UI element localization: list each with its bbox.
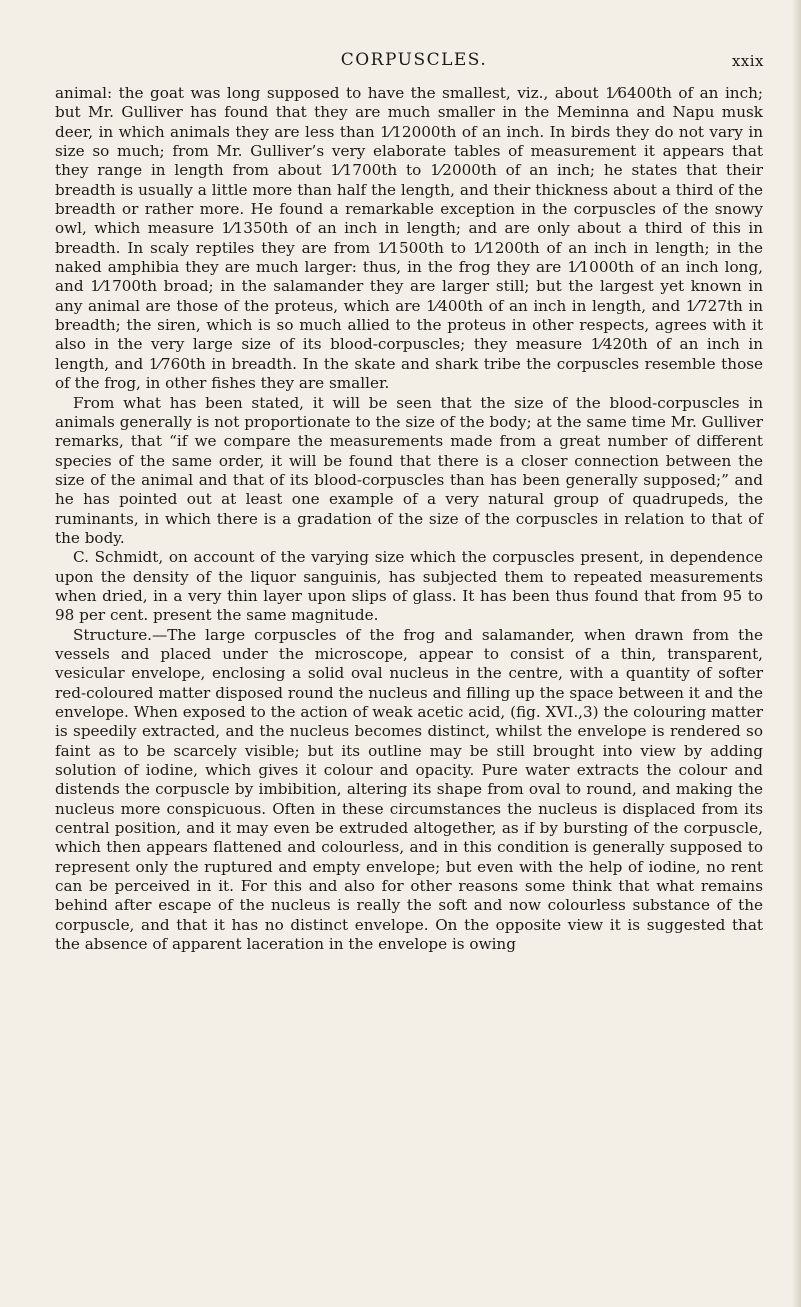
paragraph-proportion: From what has been stated, it will be seen that the size of the blood-corpuscles in animals generally is not proportionate to the size of the body; at the same time Mr. Gulliver remarks, that “if we compare the measurements made from a great number of different species of the same order, it will be found that there is a closer connection between the size of the animal and that of its blood-corpuscles than has been generally supposed;” and he has pointed out at least one example of a very natural group of quadrupeds, the ruminants, in which there is a gradation of the size of the corpuscles in relation to that of the body.: [55, 393, 763, 547]
running-header: [64, 50, 764, 72]
paragraph-measurements: animal: the goat was long supposed to have the smallest, viz., about 1⁄6400th of an inch; but Mr. Gulliver has found that they are much smaller in the Meminna and Napu musk deer, in which animals they are less than 1⁄12000th of an inch. In birds they do not vary in size so much; from Mr. Gulliver’s very elaborate tables of measurement it appears that they range in length from about 1⁄1700th to 1⁄2000th of an inch; he states that their breadth is usually a little more than half the length, and their thickness about a third of the breadth or rather more. He found a remarkable exception in the corpuscles of the snowy owl, which measure 1⁄1350th of an inch in length; and are only about a third of this in breadth. In scaly reptiles they are from 1⁄1500th to 1⁄1200th of an inch in length; in the naked amphibia they are much larger: thus, in the frog they are 1⁄1000th of an inch long, and 1⁄1700th broad; in the salamander they are larger still; but the largest yet known in any animal are those of the proteus, which are 1⁄400th of an inch in length, and 1⁄727th in breadth; the siren, which is so much allied to the proteus in other respects, agrees with it also in the very large size of its blood-corpuscles; they measure 1⁄420th of an inch in length, and 1⁄760th in breadth. In the skate and shark tribe the corpuscles resemble those of the frog, in other fishes they are smaller.: [55, 84, 763, 393]
page-title: CORPUSCLES.: [340, 50, 488, 70]
page-edge-shadow: [792, 0, 801, 1307]
paragraph-structure: Structure.—The large corpuscles of the frog and salamander, when drawn from the vessels and placed under the microscope, appear to consist of a thin, transparent, vesicular envelope, enclosing a solid oval nucleus in the centre, with a quantity of softer red-coloured matter disposed round the nucleus and filling up the space between it and the envelope. When exposed to the action of weak acetic acid, (fig. XVI.,3) the colouring matter is speedily extracted, and the nucleus becomes distinct, whilst the envelope is rendered so faint as to be scarcely visible; but its outline may be still brought into view by adding solution of iodine, which gives it colour and opacity. Pure water extracts the colour and distends the corpuscle by imbibition, altering its shape from oval to round, and making the nucleus more conspicuous. Often in these circumstances the nucleus is displaced from its central position, and it may even be extruded altogether, as if by bursting of the corpuscle, which then appears flattened and colourless, and in this condition is generally supposed to represent only the ruptured and empty envelope; but even with the help of iodine, no rent can be perceived in it. For this and also for other reasons some think that what remains behind after escape of the nucleus is really the soft and now colourless substance of the corpuscle, and that it has no distinct envelope. On the opposite view it is suggested that the absence of apparent laceration in the envelope is owing: [55, 625, 763, 954]
page-number: xxix: [731, 52, 764, 70]
paragraph-schmidt: C. Schmidt, on account of the varying size which the corpuscles present, in dependence upon the density of the liquor sanguinis, has subjected them to repeated measurements when dried, in a very thin layer upon slips of glass. It has been thus found that from 95 to 98 per cent. present the same magnitude.: [55, 548, 763, 625]
body-text: [55, 84, 763, 954]
